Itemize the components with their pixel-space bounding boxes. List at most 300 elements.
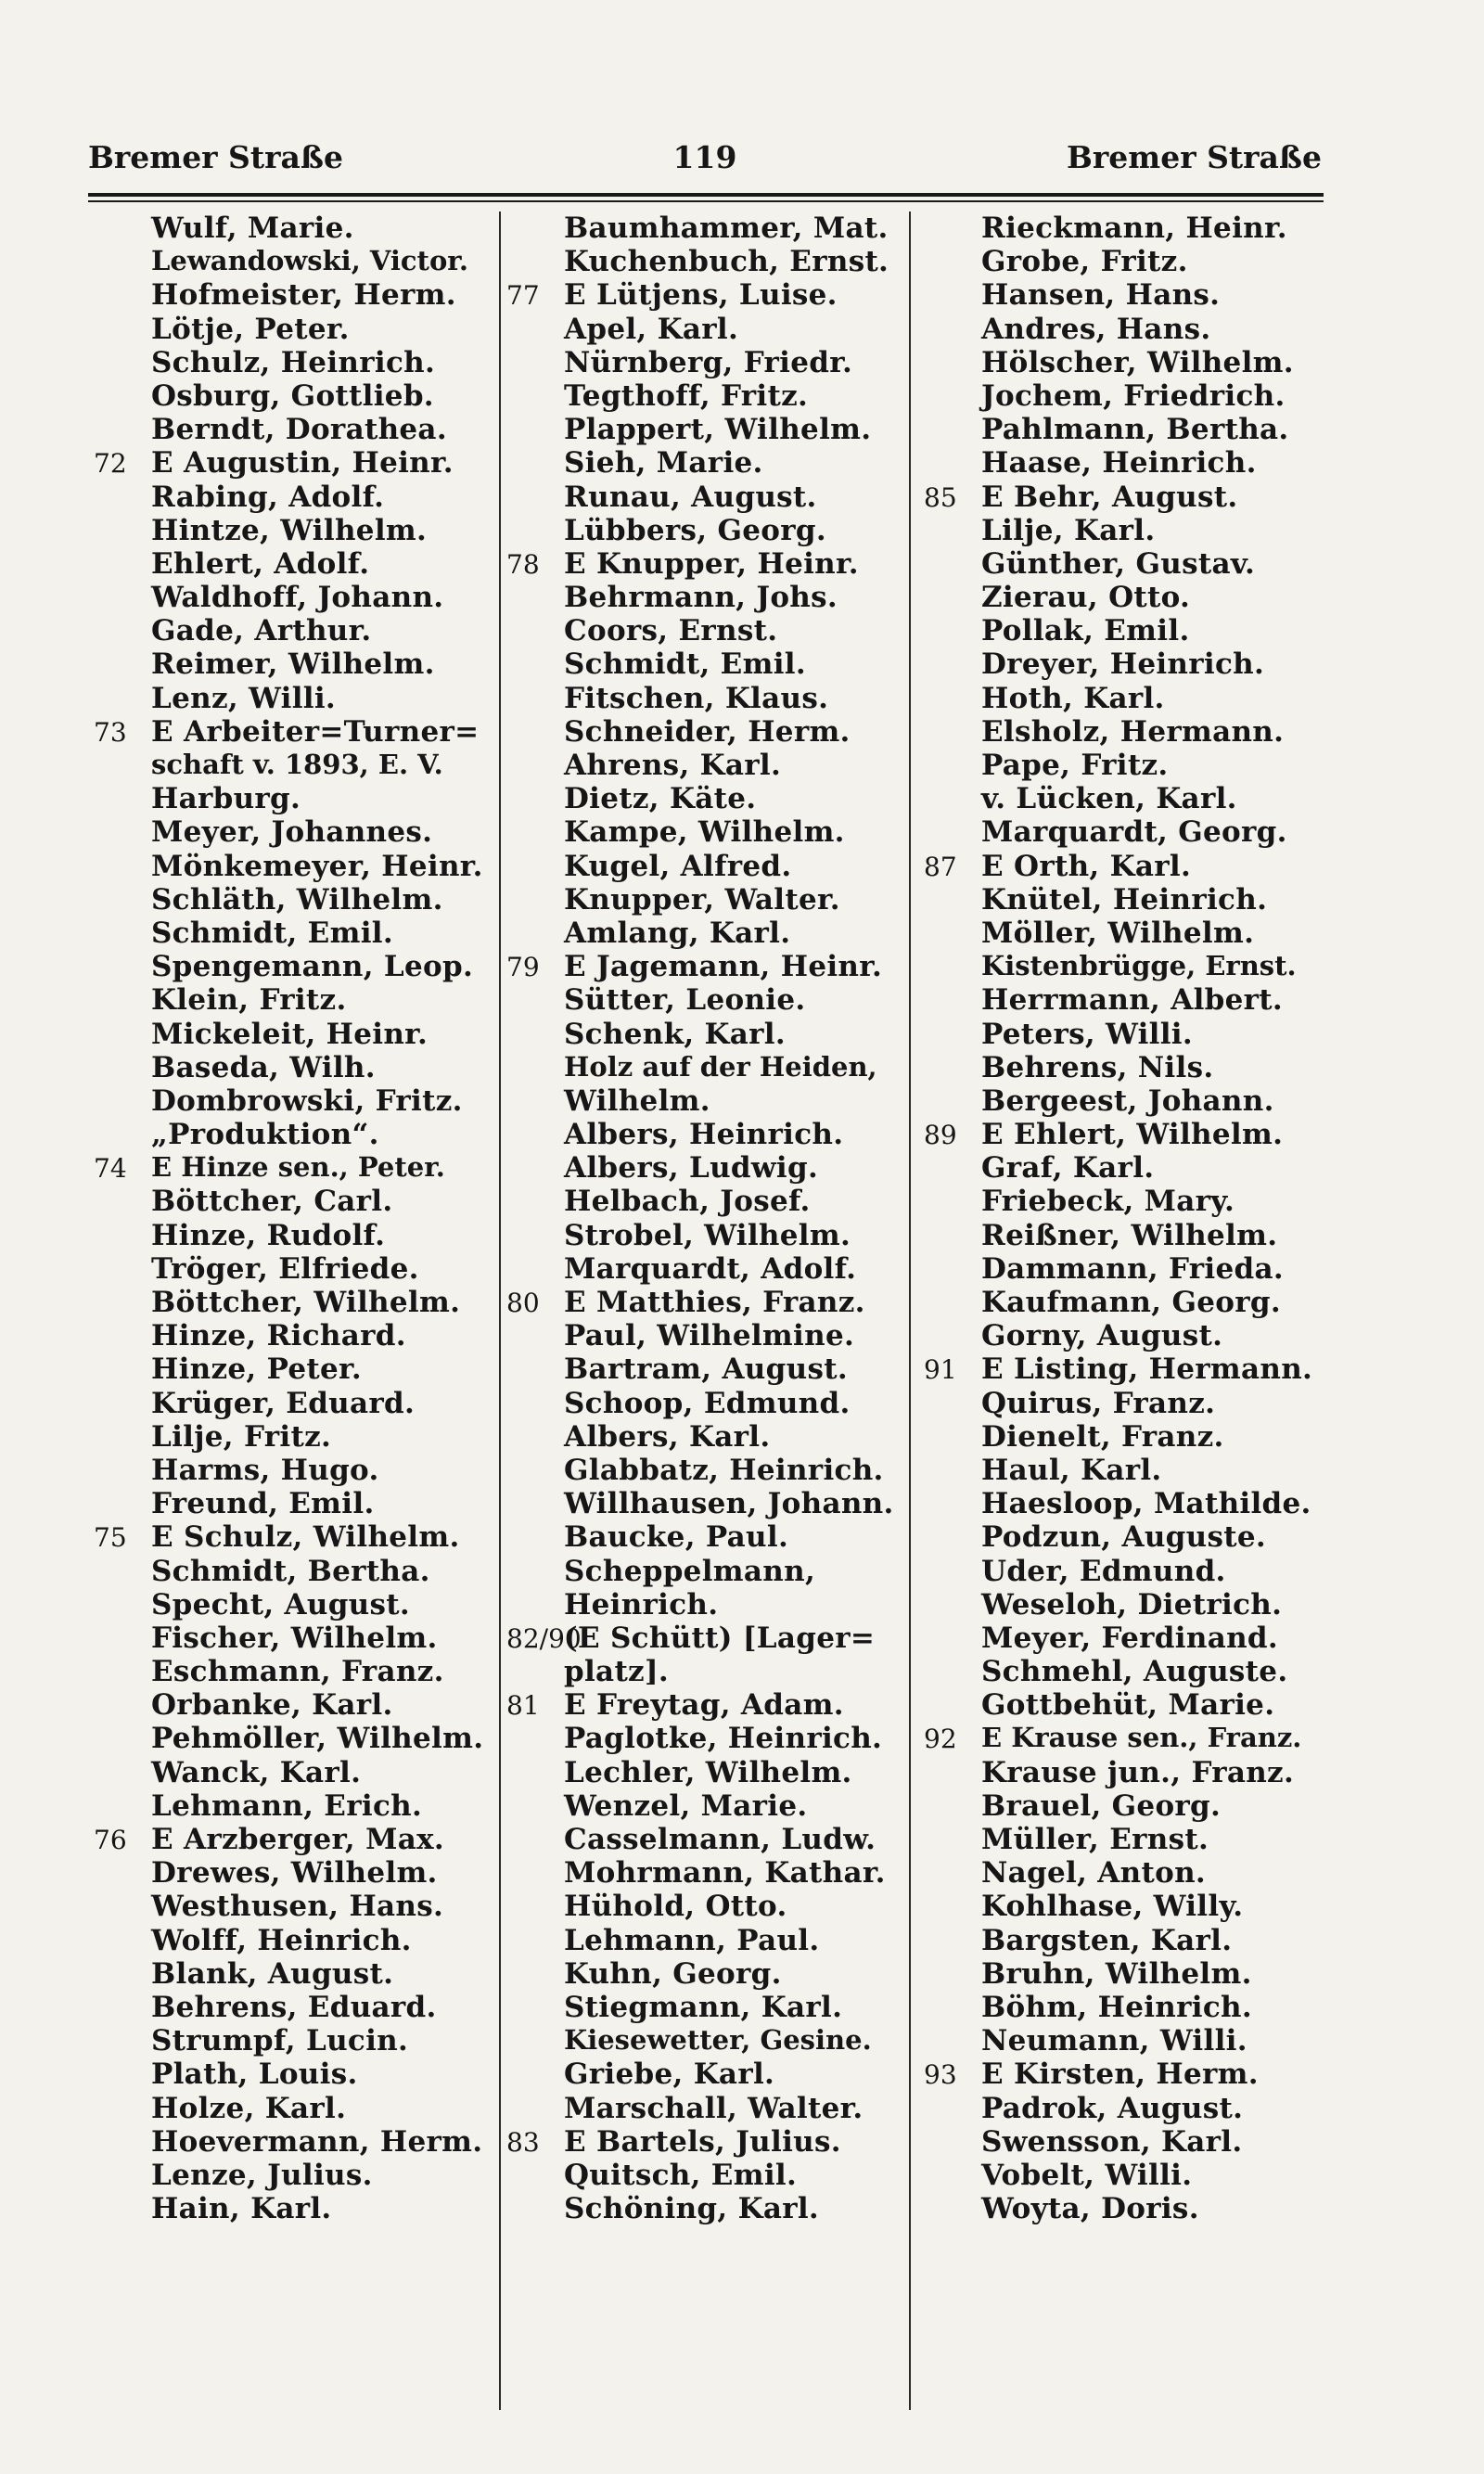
directory-entry bbox=[981, 782, 1371, 815]
resident-name: Mohrmann, Kathar. bbox=[564, 1856, 886, 1891]
resident-name: Lechler, Wilhelm. bbox=[564, 1755, 852, 1789]
directory-entry bbox=[981, 2159, 1371, 2192]
directory-entry bbox=[564, 1555, 953, 1588]
directory-entry bbox=[981, 1387, 1371, 1420]
resident-name: Stiegmann, Karl. bbox=[564, 1990, 843, 2024]
directory-entry bbox=[151, 1286, 541, 1319]
directory-entry bbox=[981, 1588, 1371, 1622]
resident-name: Lenz, Willi. bbox=[151, 681, 337, 715]
directory-entry bbox=[151, 1084, 541, 1118]
resident-name: Böttcher, Carl. bbox=[151, 1185, 393, 1219]
directory-entry bbox=[564, 346, 953, 379]
resident-name: Schmidt, Bertha. bbox=[151, 1554, 430, 1588]
directory-entry bbox=[564, 1387, 953, 1420]
resident-name: Pape, Fritz. bbox=[981, 749, 1169, 782]
directory-entry bbox=[981, 212, 1371, 245]
resident-name: Graf, Karl. bbox=[981, 1151, 1155, 1186]
directory-entry bbox=[981, 278, 1371, 312]
directory-entry bbox=[564, 2057, 953, 2091]
house-number: 93 bbox=[924, 2059, 957, 2091]
resident-name: Schulz, Heinrich. bbox=[151, 345, 436, 379]
resident-name: Hansen, Hans. bbox=[981, 278, 1221, 313]
directory-entry bbox=[151, 1688, 541, 1722]
resident-name: Quitsch, Emil. bbox=[564, 2158, 798, 2192]
directory-entry bbox=[981, 815, 1371, 849]
directory-entry bbox=[564, 1722, 953, 1755]
resident-name: Plappert, Wilhelm. bbox=[564, 413, 872, 447]
directory-entry bbox=[981, 1252, 1371, 1286]
directory-entry bbox=[981, 917, 1371, 950]
directory-entry bbox=[981, 346, 1371, 379]
resident-name: Westhusen, Hans. bbox=[151, 1890, 444, 1924]
resident-name: Woyta, Doris. bbox=[981, 2192, 1199, 2226]
resident-name: Lötje, Peter. bbox=[151, 312, 350, 346]
directory-entry bbox=[564, 1084, 953, 1118]
directory-entry bbox=[151, 1890, 541, 1923]
resident-name: Lilje, Fritz. bbox=[151, 1419, 332, 1454]
resident-name: Baumhammer, Mat. bbox=[564, 212, 889, 245]
directory-entry bbox=[151, 682, 541, 715]
resident-name: Holz auf der Heiden, bbox=[564, 1050, 877, 1083]
resident-name: Müller, Ernst. bbox=[981, 1823, 1209, 1856]
resident-name: Lübbers, Georg. bbox=[564, 513, 826, 547]
resident-name: Hoevermann, Herm. bbox=[151, 2124, 483, 2159]
resident-name: Wanck, Karl. bbox=[151, 1755, 362, 1789]
directory-entry bbox=[924, 2057, 1371, 2092]
house-number: 81 bbox=[506, 1690, 540, 1722]
directory-entry bbox=[564, 1185, 953, 1218]
resident-name: Holze, Karl. bbox=[151, 2091, 347, 2125]
resident-name: Paglotke, Heinrich. bbox=[564, 1722, 883, 1756]
directory-entry bbox=[564, 2192, 953, 2225]
directory-entry bbox=[981, 245, 1371, 278]
directory-entry bbox=[151, 547, 541, 581]
directory-entry bbox=[564, 1151, 953, 1185]
directory-entry bbox=[151, 1319, 541, 1352]
directory-entry bbox=[151, 1420, 541, 1454]
house-number: 80 bbox=[506, 1288, 540, 1318]
directory-entry bbox=[924, 480, 1371, 514]
directory-entry bbox=[151, 815, 541, 849]
resident-name: E Bartels, Julius. bbox=[564, 2124, 841, 2159]
resident-name: Specht, August. bbox=[151, 1587, 410, 1622]
directory-entry bbox=[506, 1286, 953, 1319]
page-number: 119 bbox=[672, 139, 737, 175]
directory-entry bbox=[564, 614, 953, 647]
directory-entry bbox=[151, 245, 541, 278]
directory-entry bbox=[506, 278, 953, 313]
resident-name: Behrens, Nils. bbox=[981, 1050, 1214, 1084]
directory-entry bbox=[151, 379, 541, 413]
directory-entry bbox=[981, 2024, 1371, 2057]
directory-entry bbox=[564, 413, 953, 446]
directory-entry bbox=[981, 1420, 1371, 1454]
directory-entry bbox=[564, 1319, 953, 1352]
directory-entry bbox=[151, 313, 541, 346]
directory-entry bbox=[151, 850, 541, 883]
resident-name: Uder, Edmund. bbox=[981, 1554, 1226, 1588]
resident-name: Ehlert, Adolf. bbox=[151, 546, 370, 581]
resident-name: E Arbeiter=Turner= bbox=[151, 714, 480, 749]
directory-entry bbox=[981, 2125, 1371, 2159]
resident-name: Orbanke, Karl. bbox=[151, 1688, 393, 1723]
header-street-right: Bremer Straße bbox=[1067, 139, 1322, 175]
directory-entry bbox=[981, 1185, 1371, 1218]
directory-entry bbox=[564, 313, 953, 346]
resident-name: Tegthoff, Fritz. bbox=[564, 378, 809, 413]
resident-name: Runau, August. bbox=[564, 480, 817, 514]
resident-name: Möller, Wilhelm. bbox=[981, 916, 1255, 950]
resident-name: Zierau, Otto. bbox=[981, 581, 1191, 615]
resident-name: Pollak, Emil. bbox=[981, 614, 1190, 648]
directory-entry bbox=[564, 1856, 953, 1890]
resident-name: Weseloh, Dietrich. bbox=[981, 1587, 1283, 1622]
resident-name: Plath, Louis. bbox=[151, 2057, 358, 2092]
resident-name: Lewandowski, Victor. bbox=[151, 245, 469, 277]
resident-name: E Ehlert, Wilhelm. bbox=[981, 1118, 1284, 1152]
resident-name: Strumpf, Lucin. bbox=[151, 2024, 409, 2058]
resident-name: Kuchenbuch, Ernst. bbox=[564, 245, 889, 279]
directory-entry bbox=[981, 614, 1371, 647]
house-number: 72 bbox=[94, 448, 127, 480]
house-number: 91 bbox=[924, 1354, 957, 1386]
directory-entry bbox=[151, 278, 541, 312]
resident-name: Swensson, Karl. bbox=[981, 2124, 1243, 2159]
directory-entry bbox=[151, 1118, 541, 1151]
directory-entry bbox=[151, 950, 541, 983]
resident-name: platz]. bbox=[564, 1655, 670, 1689]
house-number: 78 bbox=[506, 548, 540, 580]
directory-entry bbox=[151, 1957, 541, 1991]
resident-name: Brauel, Georg. bbox=[981, 1788, 1222, 1823]
resident-name: Schoop, Edmund. bbox=[564, 1386, 851, 1420]
directory-entry bbox=[564, 815, 953, 849]
resident-name: Bergeest, Johann. bbox=[981, 1083, 1274, 1118]
directory-entry bbox=[94, 1823, 541, 1856]
resident-name: Amlang, Karl. bbox=[564, 916, 791, 950]
directory-entry bbox=[564, 1789, 953, 1823]
directory-entry bbox=[924, 849, 1371, 883]
directory-entry bbox=[151, 1487, 541, 1520]
resident-name: Tröger, Elfriede. bbox=[151, 1251, 419, 1286]
directory-entry bbox=[564, 1756, 953, 1789]
directory-entry bbox=[564, 782, 953, 815]
house-number: 89 bbox=[924, 1120, 957, 1151]
directory-entry bbox=[981, 1286, 1371, 1319]
column-3 bbox=[924, 212, 1371, 2226]
directory-entry bbox=[981, 514, 1371, 547]
directory-entry bbox=[981, 1789, 1371, 1823]
resident-name: Ahrens, Karl. bbox=[564, 749, 782, 782]
resident-name: Knupper, Walter. bbox=[564, 882, 840, 917]
directory-entry bbox=[151, 883, 541, 917]
directory-entry bbox=[151, 647, 541, 681]
directory-entry bbox=[151, 481, 541, 514]
resident-name: Friebeck, Mary. bbox=[981, 1185, 1235, 1219]
directory-entry bbox=[506, 546, 953, 581]
resident-name: Glabbatz, Heinrich. bbox=[564, 1453, 884, 1487]
resident-name: Schläth, Wilhelm. bbox=[151, 882, 443, 917]
resident-name: Behrmann, Johs. bbox=[564, 581, 838, 615]
directory-entry bbox=[564, 1252, 953, 1286]
resident-name: Fitschen, Klaus. bbox=[564, 681, 829, 715]
directory-entry bbox=[564, 1454, 953, 1487]
directory-entry bbox=[151, 1924, 541, 1957]
resident-name: Dreyer, Heinrich. bbox=[981, 647, 1265, 682]
resident-name: Dienelt, Franz. bbox=[981, 1419, 1224, 1454]
house-number: 83 bbox=[506, 2126, 540, 2158]
directory-entry bbox=[564, 1924, 953, 1957]
resident-name: Wilhelm. bbox=[564, 1083, 710, 1118]
directory-entry bbox=[94, 446, 541, 481]
directory-entry bbox=[981, 883, 1371, 917]
house-number: 79 bbox=[506, 952, 540, 983]
directory-entry bbox=[151, 1789, 541, 1823]
directory-entry bbox=[151, 2159, 541, 2192]
resident-name: Kampe, Wilhelm. bbox=[564, 815, 845, 850]
resident-name: Paul, Wilhelmine. bbox=[564, 1319, 855, 1353]
resident-name: Albers, Heinrich. bbox=[564, 1118, 844, 1152]
resident-name: Willhausen, Johann. bbox=[564, 1487, 894, 1521]
directory-entry bbox=[151, 1387, 541, 1420]
directory-entry bbox=[981, 1051, 1371, 1084]
resident-name: Berndt, Dorathea. bbox=[151, 413, 447, 447]
resident-name: E Listing, Hermann. bbox=[981, 1352, 1313, 1387]
resident-name: Kistenbrügge, Ernst. bbox=[981, 950, 1297, 982]
directory-entry bbox=[151, 2125, 541, 2159]
directory-entry bbox=[564, 212, 953, 245]
resident-name: Schmidt, Emil. bbox=[151, 916, 393, 950]
resident-name: Schöning, Karl. bbox=[564, 2192, 820, 2226]
header-street-left: Bremer Straße bbox=[88, 139, 343, 175]
resident-name: Behrens, Eduard. bbox=[151, 1990, 437, 2024]
directory-entry bbox=[151, 2192, 541, 2225]
directory-entry bbox=[151, 1018, 541, 1051]
resident-name: Bartram, August. bbox=[564, 1352, 848, 1387]
resident-name: Wenzel, Marie. bbox=[564, 1788, 808, 1823]
resident-name: E Knupper, Heinr. bbox=[564, 546, 859, 581]
directory-entry bbox=[981, 1487, 1371, 1520]
resident-name: Fischer, Wilhelm. bbox=[151, 1621, 438, 1655]
resident-name: Harms, Hugo. bbox=[151, 1453, 379, 1487]
directory-entry bbox=[981, 1219, 1371, 1252]
directory-entry bbox=[981, 2192, 1371, 2225]
resident-name: Haesloop, Mathilde. bbox=[981, 1487, 1311, 1521]
resident-name: Rabing, Adolf. bbox=[151, 480, 385, 514]
directory-entry bbox=[981, 983, 1371, 1017]
directory-entry bbox=[981, 1991, 1371, 2024]
directory-entry bbox=[981, 413, 1371, 446]
directory-entry bbox=[564, 1520, 953, 1554]
directory-entry bbox=[564, 1957, 953, 1991]
directory-entry bbox=[506, 1621, 953, 1655]
resident-name: Lehmann, Paul. bbox=[564, 1923, 820, 1957]
directory-entry bbox=[151, 212, 541, 245]
resident-name: Schenk, Karl. bbox=[564, 1017, 786, 1051]
resident-name: Dammann, Frieda. bbox=[981, 1251, 1284, 1286]
resident-name: Andres, Hans. bbox=[981, 312, 1211, 346]
resident-name: Schneider, Herm. bbox=[564, 714, 851, 749]
resident-name: Marquardt, Adolf. bbox=[564, 1251, 857, 1286]
resident-name: E Arzberger, Max. bbox=[151, 1823, 444, 1856]
directory-entry bbox=[151, 514, 541, 547]
directory-entry bbox=[564, 682, 953, 715]
header-rule-thin bbox=[88, 200, 1324, 202]
resident-name: „Produktion“. bbox=[151, 1118, 379, 1152]
house-number: 74 bbox=[94, 1153, 127, 1185]
directory-entry bbox=[151, 917, 541, 950]
resident-name: Nagel, Anton. bbox=[981, 1856, 1207, 1891]
resident-name: Lilje, Karl. bbox=[981, 513, 1156, 547]
directory-entry bbox=[506, 2124, 953, 2159]
resident-name: Meyer, Ferdinand. bbox=[981, 1621, 1278, 1655]
directory-entry bbox=[151, 2057, 541, 2091]
resident-name: Krause jun., Franz. bbox=[981, 1755, 1295, 1789]
directory-entry bbox=[151, 1185, 541, 1218]
resident-name: Osburg, Gottlieb. bbox=[151, 378, 434, 413]
directory-entry bbox=[981, 1084, 1371, 1118]
resident-name: E Schulz, Wilhelm. bbox=[151, 1520, 460, 1555]
resident-name: Kiesewetter, Gesine. bbox=[564, 2024, 872, 2057]
directory-entry bbox=[564, 1018, 953, 1051]
resident-name: Herrmann, Albert. bbox=[981, 983, 1283, 1018]
resident-name: Böttcher, Wilhelm. bbox=[151, 1286, 461, 1319]
resident-name: Wolff, Heinrich. bbox=[151, 1923, 412, 1957]
resident-name: E Lütjens, Luise. bbox=[564, 278, 838, 313]
resident-name: Pahlmann, Bertha. bbox=[981, 413, 1289, 447]
resident-name: Schmidt, Emil. bbox=[564, 647, 806, 682]
resident-name: Casselmann, Ludw. bbox=[564, 1823, 876, 1856]
resident-name: Bargsten, Karl. bbox=[981, 1923, 1233, 1957]
directory-entry bbox=[564, 481, 953, 514]
directory-entry bbox=[151, 614, 541, 647]
directory-entry bbox=[981, 1823, 1371, 1856]
resident-name: Sütter, Leonie. bbox=[564, 983, 806, 1018]
resident-name: E Jagemann, Heinr. bbox=[564, 950, 883, 984]
resident-name: Lehmann, Erich. bbox=[151, 1788, 423, 1823]
resident-name: Kuhn, Georg. bbox=[564, 1956, 782, 1991]
directory-entry bbox=[564, 514, 953, 547]
resident-name: schaft v. 1893, E. V. bbox=[151, 749, 443, 780]
directory-entry bbox=[151, 346, 541, 379]
resident-name: v. Lücken, Karl. bbox=[981, 782, 1237, 816]
resident-name: Heinrich. bbox=[564, 1587, 719, 1622]
directory-entry bbox=[151, 1252, 541, 1286]
directory-entry bbox=[564, 1588, 953, 1622]
directory-entry bbox=[981, 313, 1371, 346]
directory-entry bbox=[981, 581, 1371, 614]
directory-entry bbox=[924, 1118, 1371, 1152]
directory-entry bbox=[564, 2159, 953, 2192]
directory-entry bbox=[151, 1352, 541, 1386]
resident-name: E Krause sen., Franz. bbox=[981, 1722, 1302, 1754]
house-number: 75 bbox=[94, 1522, 127, 1554]
directory-entry bbox=[506, 1688, 953, 1723]
resident-name: Böhm, Heinrich. bbox=[981, 1990, 1252, 2024]
resident-name: Krüger, Eduard. bbox=[151, 1386, 416, 1420]
directory-entry bbox=[151, 2092, 541, 2125]
directory-entry bbox=[564, 1219, 953, 1252]
resident-name: Vobelt, Willi. bbox=[981, 2158, 1193, 2192]
resident-name: Eschmann, Franz. bbox=[151, 1655, 444, 1689]
resident-name: Sieh, Marie. bbox=[564, 446, 763, 481]
directory-entry bbox=[564, 245, 953, 278]
directory-entry bbox=[151, 983, 541, 1017]
directory-entry bbox=[981, 379, 1371, 413]
directory-entry bbox=[564, 379, 953, 413]
directory-entry bbox=[151, 1722, 541, 1755]
resident-name: (E Schütt) [Lager= bbox=[564, 1621, 876, 1655]
directory-entry bbox=[981, 1756, 1371, 1789]
resident-name: Elsholz, Hermann. bbox=[981, 714, 1285, 749]
resident-name: Lenze, Julius. bbox=[151, 2158, 373, 2192]
resident-name: Nürnberg, Friedr. bbox=[564, 345, 853, 379]
directory-entry bbox=[151, 749, 541, 782]
directory-entry bbox=[981, 749, 1371, 782]
resident-name: Albers, Ludwig. bbox=[564, 1151, 819, 1186]
resident-name: Hain, Karl. bbox=[151, 2192, 332, 2226]
directory-entry bbox=[564, 647, 953, 681]
resident-name: Gorny, August. bbox=[981, 1319, 1223, 1353]
resident-name: Gade, Arthur. bbox=[151, 614, 372, 648]
directory-entry bbox=[564, 1655, 953, 1688]
resident-name: Haase, Heinrich. bbox=[981, 446, 1257, 481]
directory-entry bbox=[94, 714, 541, 749]
house-number: 87 bbox=[924, 851, 957, 882]
resident-name: Grobe, Fritz. bbox=[981, 245, 1188, 279]
directory-entry bbox=[564, 1991, 953, 2024]
directory-entry bbox=[564, 917, 953, 950]
resident-name: Neumann, Willi. bbox=[981, 2024, 1247, 2058]
resident-name: Meyer, Johannes. bbox=[151, 815, 433, 850]
directory-entry bbox=[151, 413, 541, 446]
resident-name: E Matthies, Franz. bbox=[564, 1286, 865, 1319]
directory-entry bbox=[151, 1991, 541, 2024]
directory-entry bbox=[151, 2024, 541, 2057]
page-header bbox=[88, 139, 1322, 195]
directory-entry bbox=[981, 682, 1371, 715]
resident-name: Griebe, Karl. bbox=[564, 2057, 775, 2092]
directory-entry bbox=[564, 1487, 953, 1520]
directory-entry bbox=[151, 1622, 541, 1655]
directory-entry bbox=[981, 1520, 1371, 1554]
directory-entry bbox=[981, 950, 1371, 983]
directory-entry bbox=[564, 1352, 953, 1386]
resident-name: E Behr, August. bbox=[981, 480, 1238, 514]
directory-entry bbox=[981, 647, 1371, 681]
resident-name: Albers, Karl. bbox=[564, 1419, 771, 1454]
resident-name: Blank, August. bbox=[151, 1956, 394, 1991]
resident-name: Pehmöller, Wilhelm. bbox=[151, 1722, 484, 1756]
directory-entry bbox=[151, 782, 541, 815]
directory-entry bbox=[981, 1622, 1371, 1655]
resident-name: Peters, Willi. bbox=[981, 1017, 1193, 1051]
resident-name: Kugel, Alfred. bbox=[564, 849, 792, 883]
column-1 bbox=[94, 212, 541, 2226]
resident-name: Spengemann, Leop. bbox=[151, 950, 474, 984]
directory-entry bbox=[981, 1924, 1371, 1957]
directory-entry bbox=[564, 715, 953, 749]
directory-entry bbox=[981, 1655, 1371, 1688]
directory-entry bbox=[151, 1555, 541, 1588]
resident-name: Günther, Gustav. bbox=[981, 546, 1256, 581]
directory-entry bbox=[151, 1219, 541, 1252]
resident-name: Kaufmann, Georg. bbox=[981, 1286, 1281, 1319]
resident-name: Baseda, Wilh. bbox=[151, 1050, 376, 1084]
directory-entry bbox=[564, 2092, 953, 2125]
directory-entry bbox=[981, 1856, 1371, 1890]
directory-entry bbox=[151, 1756, 541, 1789]
